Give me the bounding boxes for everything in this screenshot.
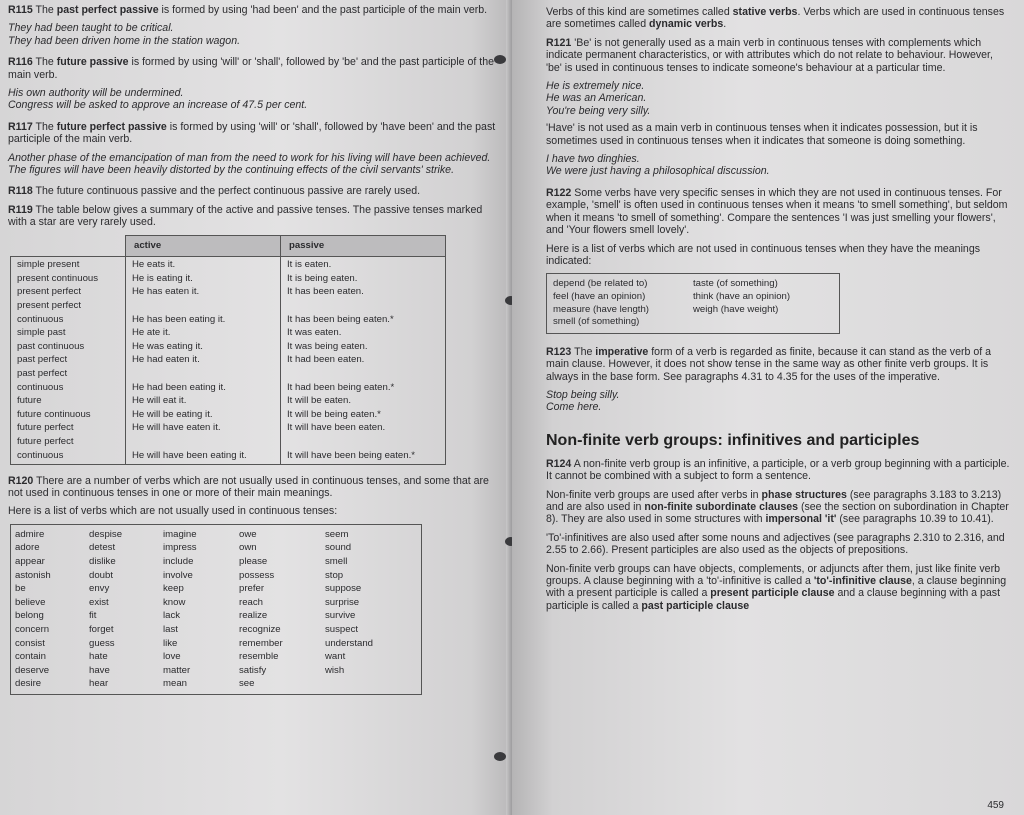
active-form-cell: He will have eaten it. [126, 420, 281, 434]
verb-item: own [239, 542, 257, 554]
passive-form-cell: It will have been being eaten.* [281, 447, 446, 464]
tense-name-cell: future [11, 393, 126, 407]
tense-name-cell: past continuous [11, 338, 126, 352]
passive-form-cell: It was eaten. [281, 325, 446, 339]
passive-form-cell: It has been being eaten.* [281, 311, 446, 325]
verb-item: suppose [325, 583, 362, 595]
paragraph-r117: R117 The future perfect passive is formed by using 'will' or 'shall', followed by 'have been' and the past participle of the main verb. [8, 120, 496, 146]
verb-item: want [325, 651, 346, 663]
verb-item: stop [325, 569, 344, 581]
page-number: 459 [987, 800, 1004, 811]
examples-have: I have two dinghies. We were just having a philosophical discussion. [546, 153, 770, 178]
verb-item: detest [89, 542, 116, 554]
verb-item: see [239, 678, 255, 690]
examples-r121: He is extremely nice. He was an American. You're being very silly. [546, 80, 651, 117]
active-form-cell: He has been eating it. [126, 311, 281, 325]
table-row [11, 284, 446, 298]
table-row [11, 433, 446, 447]
tense-name-cell: future perfect [11, 420, 126, 434]
verb-item: involve [163, 569, 193, 581]
passive-form-cell [281, 297, 446, 311]
verb-item: resemble [239, 651, 279, 663]
verb-item: adore [15, 542, 40, 554]
tense-name-cell: present perfect [11, 284, 126, 298]
column-header-active: active [126, 235, 281, 256]
active-form-cell: He eats it. [126, 256, 281, 270]
paragraph-r124: R124 A non-finite verb group is an infinitive, a participle, or a verb group beginning with a participle. It cannot be combined with a subject to form a sentence. [546, 457, 1010, 483]
tense-name-cell: continuous [11, 447, 126, 464]
verb-item: astonish [15, 569, 51, 581]
verb-item: please [239, 556, 268, 567]
table-row [11, 297, 446, 311]
active-form-cell: He had been eating it. [126, 379, 281, 393]
table-row [11, 311, 446, 325]
passive-form-cell: It will have been eaten. [281, 420, 446, 434]
passive-form-cell: It will be being eaten.* [281, 406, 446, 420]
examples-r123: Stop being silly. Come here. [546, 388, 620, 414]
active-form-cell: He will have been eating it. [126, 447, 281, 464]
passive-form-cell: It had been eaten. [281, 352, 446, 366]
verb-item: doubt [89, 569, 114, 581]
tense-name-cell: continuous [11, 311, 126, 325]
verb-item: keep [163, 583, 184, 595]
have-paragraph: 'Have' is not used as a main verb in continuous tenses when it indicates possession, but it is sometimes used in continuous tenses when it indicates that someone is doing something. [546, 122, 978, 147]
verb-item: hate [89, 651, 108, 663]
verb-item: love [163, 651, 181, 663]
stative-paragraph: Verbs of this kind are sometimes called stative verbs. Verbs which are used in continuous tenses are sometimes called dynamic verbs. [546, 6, 1005, 31]
verb-item: like [163, 637, 178, 649]
paragraph-r118: R118 The future continuous passive and the perfect continuous passive are rarely used. [8, 185, 421, 198]
table-row [11, 447, 446, 464]
verb-item: imagine [163, 528, 197, 540]
tense-name-cell: simple present [11, 256, 126, 270]
verb-column [239, 528, 325, 691]
table-row [11, 270, 446, 284]
passive-form-cell: It was being eaten. [281, 338, 446, 352]
paragraph-r116: R116 The future passive is formed by using 'will' or 'shall', followed by 'be' and the past participle of the main verb. [8, 56, 495, 81]
table-row [11, 352, 446, 366]
active-form-cell [126, 297, 281, 311]
verb-item: consist [15, 637, 45, 649]
paragraph-r119: R119 The table below gives a summary of the active and passive tenses. The passive tenses marked with a star are very rarely used. [8, 203, 483, 229]
verb-item: be [15, 583, 26, 595]
table-row [11, 393, 446, 407]
verb-item: hear [89, 678, 109, 690]
verb-item: recognize [239, 623, 281, 635]
binding-hole [494, 55, 506, 64]
active-form-cell: He has eaten it. [126, 284, 281, 298]
meaning-item: taste (of something) [693, 278, 778, 290]
to-infinitive-paragraph: 'To'-infinitives are also used after some nouns and adjectives (see paragraphs 2.310 to 2.316, and 2.55 to 2.66). Present participles are also used as the objects of prepositions. [546, 531, 1005, 557]
paragraph-r115: R115 The past perfect passive is formed by using 'had been' and the past participle of the main verb. [8, 4, 488, 16]
paragraph-r123: R123 The imperative form of a verb is regarded as finite, because it can stand as the verb of a main clause. However, it does not show tense in the same way as other finite verb groups. It is always in the base form. See paragraphs 4.31 to 4.35 for the uses of the imperative. [546, 345, 992, 383]
tense-table-body [11, 256, 446, 464]
active-form-cell: He ate it. [126, 325, 281, 339]
verb-item: guess [89, 637, 115, 649]
passive-form-cell: It is eaten. [281, 256, 446, 270]
examples-r117: Another phase of the emancipation of man from the need to work for his living will have been achieved. The figures will have been heavily distorted by the continuing effects of the civil servants' strike. [8, 151, 491, 177]
verb-item: impress [163, 542, 197, 554]
verb-item: lack [163, 610, 181, 622]
verb-item: admire [15, 528, 45, 540]
meaning-item: feel (have an opinion) [553, 290, 646, 302]
meaning-item: smell (of something) [553, 316, 640, 328]
verb-item: fit [89, 610, 97, 622]
examples-r115: They had been taught to be critical. They had been driven home in the station wagon. [8, 22, 241, 47]
meaning-item: measure (have length) [553, 303, 649, 315]
meaning-verb-list [546, 273, 840, 333]
table-row [11, 325, 446, 339]
passive-form-cell: It will be eaten. [281, 393, 446, 407]
verb-item: dislike [89, 556, 116, 567]
verb-item: forget [89, 623, 114, 635]
active-form-cell [126, 365, 281, 379]
verb-item: last [163, 623, 178, 635]
verb-item: mean [163, 678, 187, 690]
passive-form-cell: It had been being eaten.* [281, 379, 446, 393]
table-row [11, 420, 446, 434]
verb-column [163, 528, 239, 691]
verb-item: exist [89, 596, 109, 608]
meaning-column [553, 278, 693, 328]
verb-item: suspect [325, 623, 359, 635]
verb-item: include [163, 556, 194, 567]
table-row [11, 406, 446, 420]
verb-item: have [89, 664, 110, 676]
active-form-cell: He had eaten it. [126, 352, 281, 366]
verb-item: smell [325, 556, 348, 567]
tense-name-cell: future perfect [11, 433, 126, 447]
tense-name-cell: past perfect [11, 352, 126, 366]
verb-item: envy [89, 583, 110, 595]
examples-r116: His own authority will be undermined. Congress will be asked to approve an increase of 47.5 per cent. [8, 87, 308, 112]
table-row [11, 338, 446, 352]
verb-item: understand [325, 637, 374, 649]
verb-item: appear [15, 556, 45, 567]
verb-item: deserve [15, 664, 50, 676]
verb-item: wish [325, 664, 345, 676]
table-row [11, 365, 446, 379]
verb-item: sound [325, 542, 352, 554]
binding-hole [494, 752, 506, 761]
paragraph-r122: R122 Some verbs have very specific senses in which they are not used in continuous tenses. For example, 'smell' is often used in continuous tenses when it means 'to smell something', but seldom when it means 'to smell of something'. Compare the sentences 'I was just smelling your flowers', and 'Your flowers smell lovely'. [546, 186, 1008, 237]
verb-column [89, 528, 163, 691]
active-form-cell [126, 433, 281, 447]
verb-item: owe [239, 528, 257, 540]
tense-name-cell: past perfect [11, 365, 126, 379]
verb-item: matter [163, 664, 191, 676]
tense-name-cell: continuous [11, 379, 126, 393]
active-form-cell: He will eat it. [126, 393, 281, 407]
passive-form-cell [281, 433, 446, 447]
tense-name-cell: future continuous [11, 406, 126, 420]
paragraph-r120: R120 There are a number of verbs which are not usually used in continuous tenses, and some that are not used in continuous tenses in one or more of their main meanings. [8, 474, 489, 499]
verb-item: reach [239, 596, 263, 608]
meaning-list-intro: Here is a list of verbs which are not used in continuous tenses when they have the meanings indicated: [546, 242, 981, 267]
verb-item: possess [239, 569, 275, 581]
active-form-cell: He was eating it. [126, 338, 281, 352]
verb-item: despise [89, 528, 123, 540]
verb-item: satisfy [239, 664, 267, 676]
verb-item: belong [15, 610, 44, 622]
passive-form-cell: It is being eaten. [281, 270, 446, 284]
meaning-item: weigh (have weight) [693, 303, 779, 315]
passive-form-cell [281, 365, 446, 379]
tense-name-cell: simple past [11, 325, 126, 339]
verb-column [325, 528, 405, 691]
verb-item: realize [239, 610, 268, 622]
verb-item: know [163, 596, 186, 608]
tense-name-cell: present perfect [11, 297, 126, 311]
verb-list-intro: Here is a list of verbs which are not usually used in continuous tenses: [8, 505, 338, 518]
active-form-cell: He is eating it. [126, 270, 281, 284]
verb-item: seem [325, 528, 349, 540]
verb-item: remember [239, 637, 283, 649]
meaning-item: think (have an opinion) [693, 290, 791, 302]
tense-name-cell: present continuous [11, 270, 126, 284]
paragraph-r121: R121 'Be' is not generally used as a main verb in continuous tenses with complements which indicate permanent characteristics, or with attributes which do not relate to behaviour. However, 'be' is used in continuous tenses to indicate someone's behaviour at a particular time. [546, 36, 993, 74]
right-page [512, 0, 1024, 815]
verb-item: contain [15, 651, 46, 663]
verb-item: prefer [239, 583, 265, 595]
objects-paragraph: Non-finite verb groups can have objects, complements, or adjuncts after them, just like finite verb groups. A clause beginning with a 'to'-infinitive is called a 'to'-infinitive clause, a clause beginning with a present participle is called a present participle clause and a clause beginning with a past participle is called a past participle clause [546, 562, 1007, 612]
meaning-column [693, 278, 823, 328]
passive-form-cell: It has been eaten. [281, 284, 446, 298]
verb-item: surprise [325, 596, 360, 608]
stative-verb-list [10, 524, 422, 695]
verb-item: believe [15, 596, 46, 608]
column-header-passive: passive [281, 235, 446, 256]
verb-item: concern [15, 623, 50, 635]
table-row [11, 379, 446, 393]
meaning-item: depend (be related to) [553, 278, 648, 290]
table-header-row [11, 235, 446, 256]
nonfinite-paragraph: Non-finite verb groups are used after verbs in phase structures (see paragraphs 3.183 to 3.213) and are also used in non-finite subordinate clauses (see the section on subordination in Chapter 8). They are also used in some structures with impersonal 'it' (see paragraphs 10.39 to 10.41). [546, 488, 1009, 526]
verb-item: desire [15, 678, 42, 690]
tense-summary-table [10, 235, 446, 465]
verb-column [15, 528, 89, 691]
section-heading: Non-finite verb groups: infinitives and participles [546, 431, 920, 449]
table-row [11, 256, 446, 270]
verb-item: survive [325, 610, 356, 622]
active-form-cell: He will be eating it. [126, 406, 281, 420]
